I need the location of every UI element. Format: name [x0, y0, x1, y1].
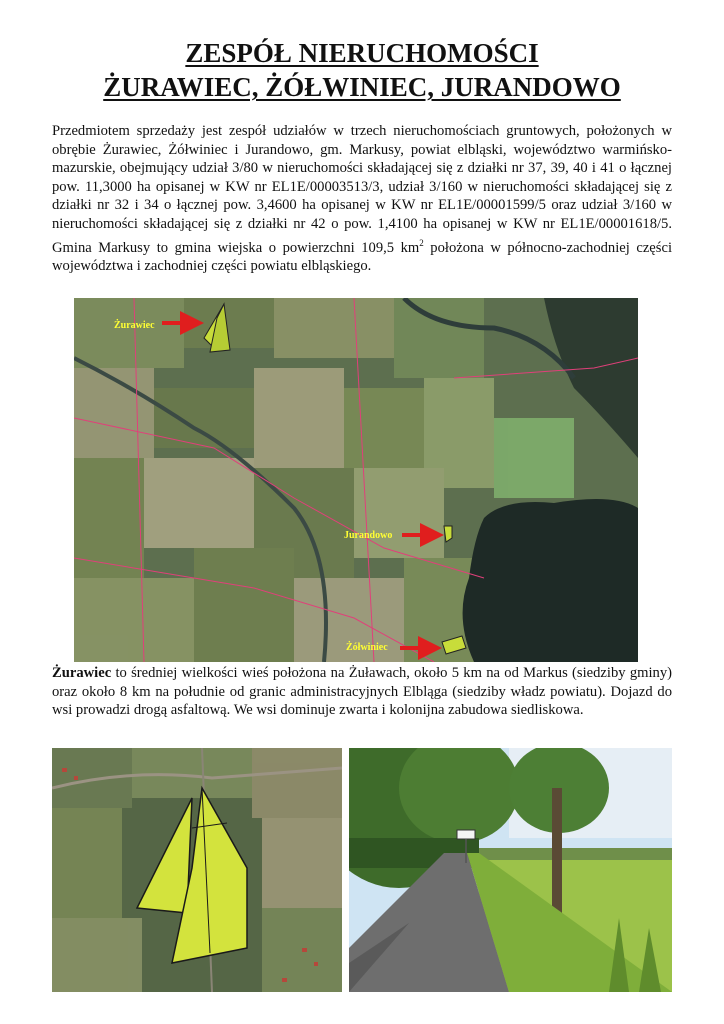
- road-photo: [349, 748, 672, 992]
- map-label-jurandowo: Jurandowo: [344, 530, 393, 541]
- aerial-parcel-photo: [52, 748, 342, 992]
- map-label-zolwiniec: Żółwiniec: [346, 642, 388, 653]
- description-text: to średniej wielkości wieś położona na Żuławach, około 5 km na od Markus (siedziby gminy) oraz około 8 km na południe od granic administracyjnych Elbląga (siedziby władz powiatu). Dojazd do wsi prowadzi drogą asfaltową. We wsi dominuje zwarta i kolonijna zabudowa siedliskowa.: [52, 665, 672, 719]
- intro-text: Przedmiotem sprzedaży jest zespół udziałów w trzech nieruchomościach gruntowych, położonych w obrębie Żurawiec, Żółwiniec i Jurandowo, gm. Markusy, powiat elbląski, województwo warmińsko-mazurskie, obejmujący udział 3/80 w nieruchomości składającej się z działki nr 37, 39, 40 i 41 o łącznej pow. 11,3000 ha opisanej w KW nr EL1E/00003513/3, udział 3/160 w nieruchomości składającej się z działki nr 32 i 34 o łącznej pow. 3,4600 ha opisanej w KW nr EL1E/00001599/5 oraz udział 3/160 w nieruchomości składającej się z działki nr 42 o pow. 1,4100 ha opisanej w KW nr EL1E/00001618/5. Gmina Markusy to gmina wiejska o powierzchni 109,5 km: [52, 123, 672, 256]
- map-label-zurawiec: Żurawiec: [114, 320, 155, 331]
- description-paragraph: [52, 664, 672, 720]
- intro-text-end: położona w północno-zachodniej części województwa i zachodniej części powiatu elbląskiego.: [52, 239, 672, 275]
- road-sign-icon: [457, 830, 475, 839]
- area-unit-superscript: 2: [419, 237, 424, 248]
- document-title-line2: ŻURAWIEC, ŻÓŁWINIEC, JURANDOWO: [103, 72, 621, 102]
- satellite-map: [74, 298, 638, 662]
- intro-paragraph: [52, 122, 672, 276]
- document-title-line1: ZESPÓŁ NIERUCHOMOŚCI: [185, 38, 539, 68]
- description-bold-word: Żurawiec: [52, 665, 112, 681]
